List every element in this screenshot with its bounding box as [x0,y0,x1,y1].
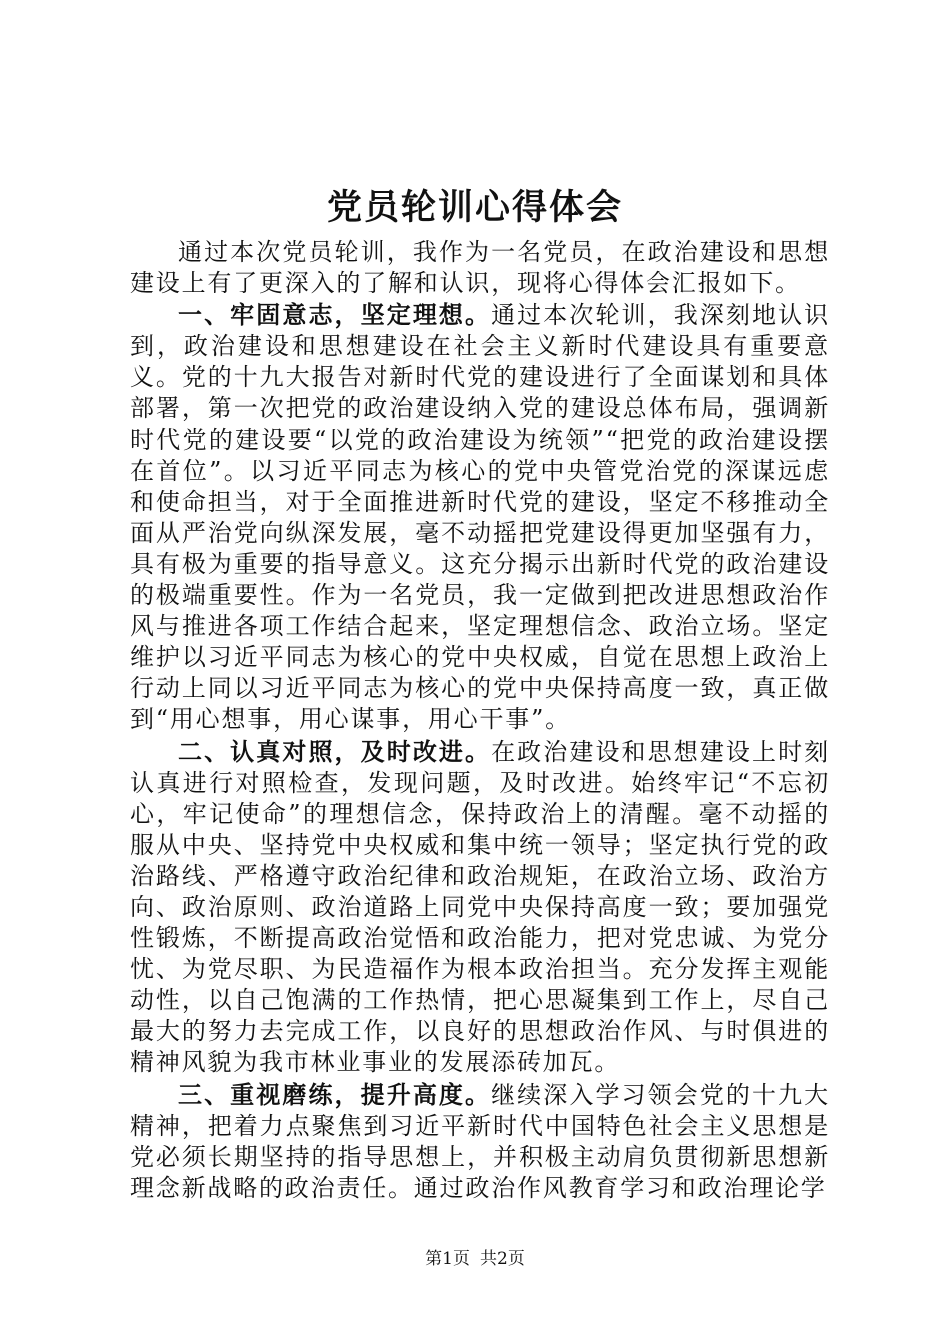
paragraph-intro [130,237,830,299]
document-title: 党员轮训心得体会 [326,187,623,228]
paragraph-section-2 [130,736,830,1079]
paragraph-text: 通过本次轮训，我深刻地认识到，政治建设和思想建设在社会主义新时代建设具有重要意义。党的十九大报告对新时代党的建设进行了全面谋划和具体部署，第一次把党的政治建设纳入党的建设总体布局，强调新时代党的建设要“以党的政治建设为统领”“把党的政治建设摆在首位”。以习近平同志为核心的党中央管党治党的深谋远虑和使命担当，对于全面推进新时代党的建设，坚定不移推动全面从严治党向纵深发展，毫不动摇把党建设得更加坚强有力，具有极为重要的指导意义。这充分揭示出新时代党的政治建设的极端重要性。作为一名党员，我一定做到把改进思想政治作风与推进各项工作结合起来，坚定理想信念、政治立场。坚定维护以习近平同志为核心的党中央权威，自觉在思想上政治上行动上同以习近平同志为核心的党中央保持高度一致，真正做到“用心想事，用心谋事，用心干事”。 [130,301,830,734]
paragraph-text: 继续深入学习领会党的十九大精神，把着力点聚焦到习近平新时代中国特色社会主义思想是党必须长期坚持的指导思想上，并积极主动肩负贯彻新思想新理念新战略的政治责任。通过政治作风教育学习和政治理论学 [130,1080,830,1202]
paragraph-text: 在政治建设和思想建设上时刻认真进行对照检查，发现问题，及时改进。始终牢记“不忘初心，牢记使命”的理想信念，保持政治上的清醒。毫不动摇的服从中央、坚持党中央权威和集中统一领导；坚定执行党的政治路线、严格遵守政治纪律和政治规矩，在政治立场、政治方向、政治原则、政治道路上同党中央保持高度一致；要加强党性锻炼，不断提高政治觉悟和政治能力，把对党忠诚、为党分忧、为党尽职、为民造福作为根本政治担当。充分发挥主观能动性，以自己饱满的工作热情，把心思凝集到工作上，尽自己最大的努力去完成工作，以良好的思想政治作风、与时俱进的精神风貌为我市林业事业的发展添砖加瓦。 [130,737,830,1077]
section-heading: 三、重视磨练，提升高度。 [178,1079,492,1109]
page-number-current: 第1页 [425,1249,470,1269]
page-footer [0,1247,950,1271]
section-heading: 二、认真对照，及时改进。 [178,736,492,766]
paragraph-section-3 [130,1079,830,1204]
paragraph-section-1 [130,299,830,735]
section-heading: 一、牢固意志，坚定理想。 [178,300,492,330]
paragraph-text: 通过本次党员轮训，我作为一名党员，在政治建设和思想建设上有了更深入的了解和认识，现将心得体会汇报如下。 [130,238,830,298]
document-body [130,237,830,1204]
page-number-total: 共2页 [480,1249,525,1269]
